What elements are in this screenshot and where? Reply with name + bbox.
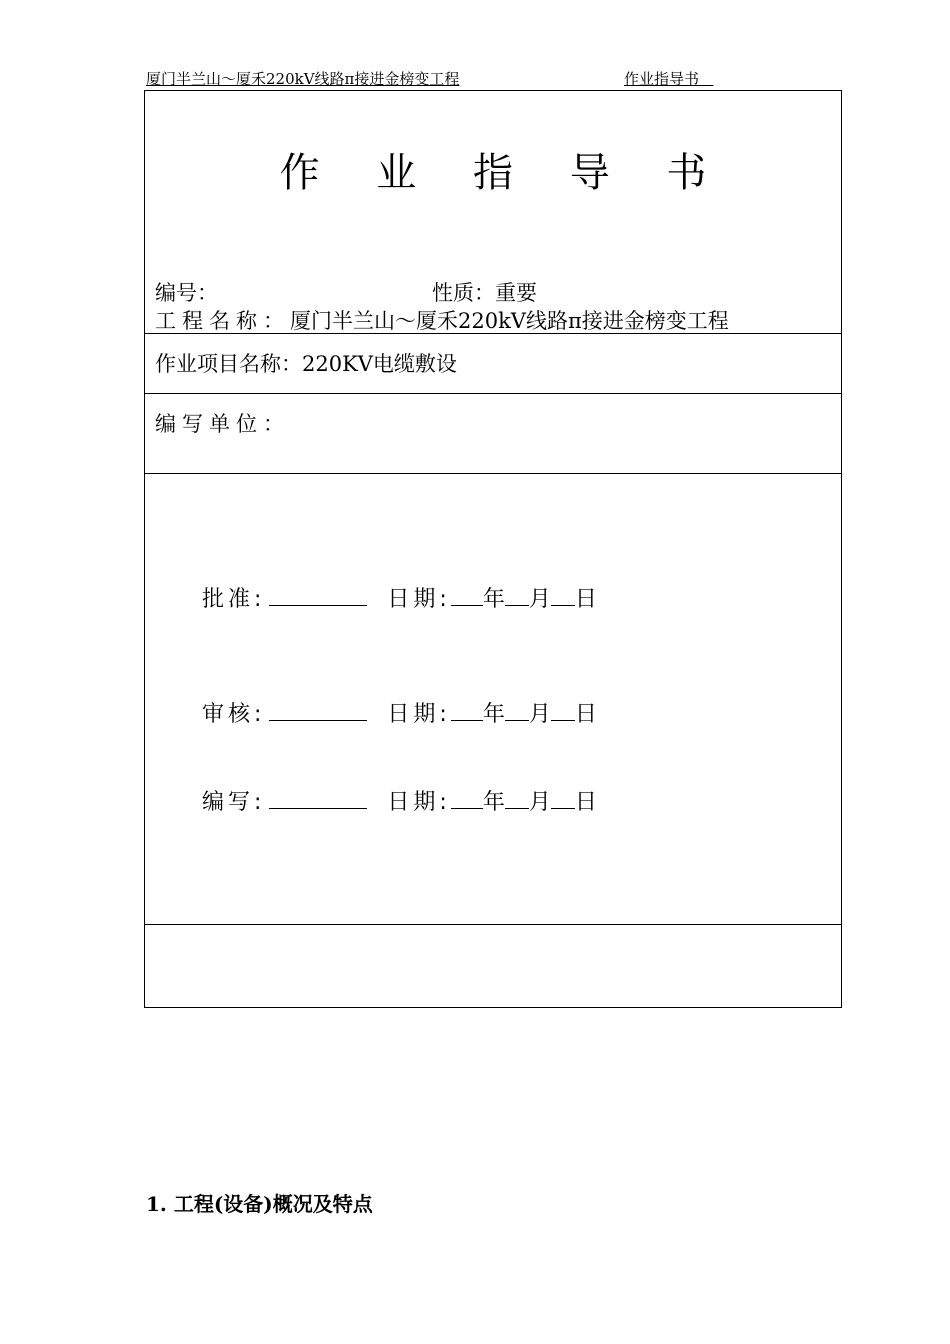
author-row	[202, 785, 597, 816]
signoff-cell	[145, 474, 841, 925]
approve-year-blank[interactable]	[451, 585, 483, 606]
nature-value: 重要	[495, 281, 537, 305]
approve-date-label: 日期:	[387, 587, 451, 612]
work-item-cell	[145, 334, 841, 394]
nature-label: 性质：	[432, 281, 495, 305]
author-year-blank[interactable]	[451, 788, 483, 809]
review-date-label: 日期:	[387, 702, 451, 727]
header-project-name: 厦门半兰山～厦禾220kV线路π接进金榜变工程	[146, 70, 460, 88]
approve-month-label: 月	[528, 587, 551, 612]
project-name-value: 厦门半兰山～厦禾220kV线路π接进金榜变工程	[290, 309, 729, 333]
author-label: 编写:	[202, 790, 266, 815]
approve-year-label: 年	[482, 587, 505, 612]
writing-unit-cell	[145, 394, 841, 474]
author-year-label: 年	[482, 790, 505, 815]
approve-day-blank[interactable]	[551, 585, 575, 606]
section-1-heading: 1. 工程(设备)概况及特点	[146, 1192, 373, 1216]
cover-table	[144, 90, 842, 1008]
review-year-label: 年	[482, 702, 505, 727]
running-header	[146, 68, 726, 90]
approve-row	[202, 582, 597, 613]
header-doc-type: 作业指导书	[624, 70, 700, 88]
project-name-field	[155, 305, 729, 335]
writing-unit-label: 编写单位：	[155, 412, 290, 436]
review-month-blank[interactable]	[505, 700, 529, 721]
number-field	[155, 277, 218, 307]
cover-title-cell	[145, 91, 841, 334]
author-signature-blank[interactable]	[269, 788, 367, 809]
work-item-label: 作业项目名称：	[155, 352, 302, 376]
review-label: 审核:	[202, 702, 266, 727]
author-month-blank[interactable]	[505, 788, 529, 809]
author-date-label: 日期:	[387, 790, 451, 815]
project-name-label: 工程名称：	[155, 309, 290, 333]
approve-day-label: 日	[574, 587, 597, 612]
number-label: 编号：	[155, 281, 218, 305]
work-item-value: 220KV电缆敷设	[302, 352, 457, 376]
approve-signature-blank[interactable]	[269, 585, 367, 606]
author-day-blank[interactable]	[551, 788, 575, 809]
author-day-label: 日	[574, 790, 597, 815]
approve-month-blank[interactable]	[505, 585, 529, 606]
author-month-label: 月	[528, 790, 551, 815]
review-row	[202, 697, 597, 728]
nature-field	[432, 277, 537, 307]
review-signature-blank[interactable]	[269, 700, 367, 721]
approve-label: 批准:	[202, 587, 266, 612]
work-item-field	[155, 348, 457, 378]
review-month-label: 月	[528, 702, 551, 727]
review-day-label: 日	[574, 702, 597, 727]
document-title: 作 业 指 导 书	[279, 150, 729, 196]
blank-bottom-cell	[145, 925, 841, 1007]
review-day-blank[interactable]	[551, 700, 575, 721]
review-year-blank[interactable]	[451, 700, 483, 721]
